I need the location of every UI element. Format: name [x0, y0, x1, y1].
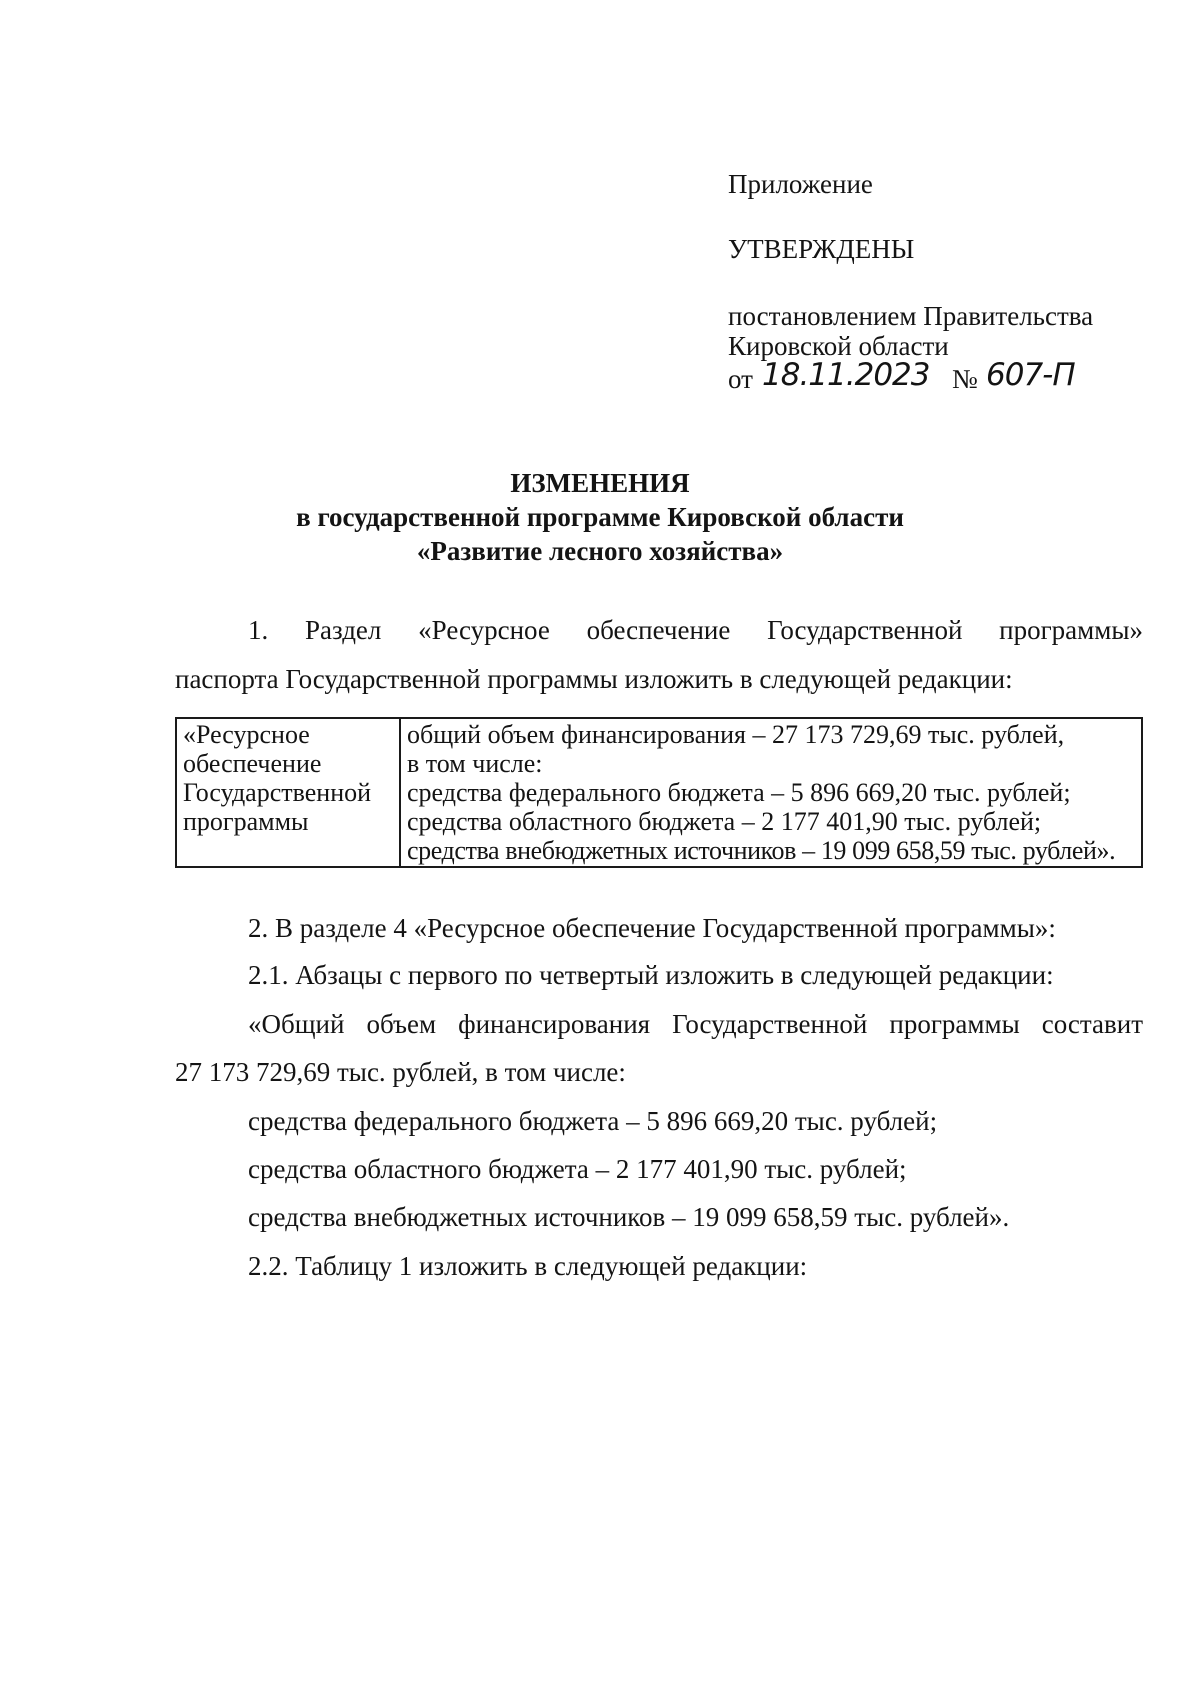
section-2-paragraph-7: 2.2. Таблицу 1 изложить в следующей редакции:: [248, 1251, 808, 1281]
table-label-line: Государственной: [183, 778, 372, 807]
document-title: ИЗМЕНЕНИЯ: [510, 468, 690, 498]
table-value-line: общий объем финансирования – 27 173 729,69 тыс. рублей,: [407, 720, 1065, 749]
table-value-line: в том числе:: [407, 749, 543, 778]
section-2-paragraph-5: средства областного бюджета – 2 177 401,90 тыс. рублей;: [248, 1154, 907, 1184]
section-2-paragraph-6: средства внебюджетных источников – 19 099 658,59 тыс. рублей».: [248, 1202, 1010, 1232]
document-subtitle-line-2: «Развитие лесного хозяйства»: [416, 536, 784, 566]
word: составит: [1041, 1009, 1143, 1039]
table-value-line: средства федерального бюджета – 5 896 669,20 тыс. рублей;: [407, 778, 1071, 807]
word: программы»: [999, 615, 1143, 645]
section-1-line-2: паспорта Государственной программы изложить в следующей редакции:: [175, 664, 1013, 694]
table-cell-label: [176, 718, 400, 867]
word: Государственной: [767, 615, 963, 645]
word: Раздел: [305, 615, 382, 645]
table-label-line: обеспечение: [183, 749, 322, 778]
section-1-intro: [248, 614, 1143, 646]
section-2-paragraph-3-line-2: 27 173 729,69 тыс. рублей, в том числе:: [175, 1057, 626, 1087]
table-value-line: средства внебюджетных источников – 19 099 658,59 тыс. рублей».: [407, 836, 1116, 865]
section-2-paragraph-3: [248, 1008, 1143, 1040]
resolution-line-2: Кировской области: [728, 331, 949, 361]
table-cell-values: [400, 718, 1142, 867]
word: финансирования: [458, 1009, 651, 1039]
resolution-line-1: постановлением Правительства: [728, 301, 1094, 331]
word: обеспечение: [586, 615, 731, 645]
resource-table: [175, 717, 1143, 868]
section-2-paragraph-1: 2. В разделе 4 «Ресурсное обеспечение Государственной программы»:: [248, 913, 1056, 943]
word: «Ресурсное: [418, 615, 550, 645]
handwritten-date: 18.11.2023: [762, 357, 930, 393]
word: «Общий: [248, 1009, 345, 1039]
approved-label: УТВЕРЖДЕНЫ: [728, 234, 915, 264]
handwritten-number: 607-П: [986, 357, 1075, 393]
word: объем: [366, 1009, 437, 1039]
document-subtitle-line-1: в государственной программе Кировской области: [296, 502, 904, 532]
word: 1.: [248, 615, 269, 645]
word: программы: [889, 1009, 1020, 1039]
number-prefix: №: [952, 364, 978, 394]
section-2-paragraph-4: средства федерального бюджета – 5 896 669,20 тыс. рублей;: [248, 1106, 938, 1136]
table-row: [176, 718, 1142, 867]
table-label-line: «Ресурсное: [183, 720, 310, 749]
word: Государственной: [672, 1009, 868, 1039]
table-label-line: программы: [183, 807, 309, 836]
appendix-label: Приложение: [728, 169, 873, 199]
section-2-paragraph-2: 2.1. Абзацы с первого по четвертый изложить в следующей редакции:: [248, 960, 1054, 990]
date-prefix: от: [728, 364, 753, 394]
table-value-line: средства областного бюджета – 2 177 401,90 тыс. рублей;: [407, 807, 1042, 836]
